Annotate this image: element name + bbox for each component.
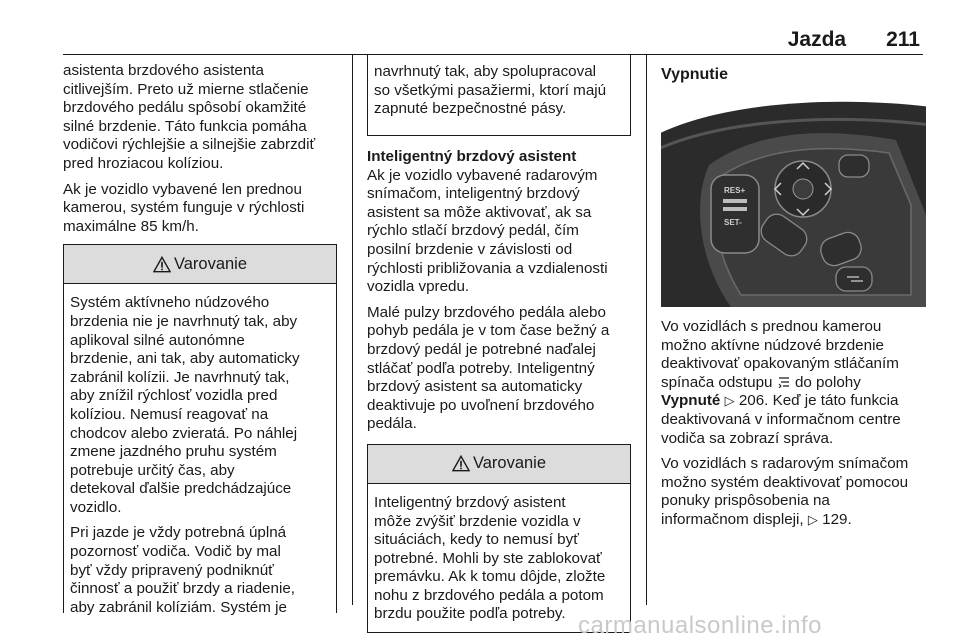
column-2 [367,55,629,633]
page-header [788,28,920,52]
watermark: carmanualsonline.info [578,612,822,639]
warning-box-continued [367,55,631,136]
warning-box [63,244,337,616]
set-label: SET- [724,218,742,227]
page-ref-arrow-icon: ▷ [724,393,735,409]
body-paragraph: Malé pulzy brzdového pedála alebo pohyb pedála je v tom čase bežný a brzdový pedál je potrebné naďalej stláčať podľa potreby. Inteligentný brzdový asistent sa automaticky deaktivuje po uvoľnení brzdového pedála. [367,303,610,433]
steering-wheel-controls-image [661,95,926,307]
intro-paragraph: asistenta brzdového asistenta citlivejším. Preto už mierne stlačenie brzdového pedálu spôsobí okamžité silné brzdenie. Táto funkcia pomáha vodičovi rýchlejšie a silnejšie zabrzdiť pred hroziacou kolíziou. [63,62,316,172]
column-3-body [661,318,923,537]
warning-title: Varovanie [368,445,630,484]
body-paragraph: Vo vozidlách s prednou kamerou možno aktívne núdzové brzdenie deaktivovať opakovaným stláčaním spínača odstupu do polohy Vypnuté ▷ 206. Keď je táto funkcia deaktivovaná v informačnom centre vodiča sa zobrazí správa. [661,318,901,447]
section-heading: Vypnutie [661,66,728,83]
body-paragraph: Ak je vozidlo vybavené radarovým snímačom, inteligentný brzdový asistent sa môže aktivovať, ak sa rýchlo stlačí brzdový pedál, čím posilní brzdenie v závislosti od rýchlosti približovania a vzdialenosti vozidla vpredu. [367,166,608,296]
page-ref-arrow-icon: ▷ [807,511,818,527]
following-distance-icon [777,375,791,387]
column-1 [63,62,325,616]
steering-wheel-illustration [661,95,926,307]
column-3 [661,62,923,92]
section-heading: Inteligentný brzdový asistent [367,148,577,165]
page-number: 211 [886,28,920,51]
section-title: Jazda [787,28,847,51]
warning-triangle-icon [153,256,171,273]
warning-paragraph: navrhnutý tak, aby spolupracoval so všetkými pasažiermi, ktorí majú zapnuté bezpečnostné pásy. [374,63,607,118]
warning-paragraph: Pri jazde je vždy potrebná úplná pozornosť vodiča. Vodič by mal byť vždy pripravený podniknúť činnosť a použiť brzdy a riadenie, aby zabránil kolíziám. Systém je [70,524,295,616]
body-paragraph: Vo vozidlách s radarovým snímačom možno systém deaktivovať pomocou ponuky prispôsobenia na informačnom displeji, ▷ 129. [661,455,909,528]
column-divider [646,55,647,605]
warning-box [367,444,631,633]
camera-paragraph: Ak je vozidlo vybavené len prednou kamerou, systém funguje v rýchlosti maximálne 85 km/h. [63,180,305,235]
column-divider [352,55,353,605]
warning-paragraph: Inteligentný brzdový asistent môže zvýšiť brzdenie vozidla v situáciách, kedy to nemusí byť potrebné. Mohli by ste zablokovať premávku. Ak k tomu dôjde, zložte nohu z brzdového pedála a potom brzdu použite podľa potreby. [374,493,606,623]
warning-paragraph: Systém aktívneho núdzového brzdenia nie je navrhnutý tak, aby aplikoval silné autonómne brzdenie, ani tak, aby automaticky zabránil kolízii. Je navrhnutý tak, aby znížil rýchlosť vozidla pred kolíziou. Nemusí reagovať na chodcov alebo zvieratá. Po náhlej zmene jazdného pruhu systém potrebuje určitý čas, aby detekoval ďalšie predchádzajúce vozidlo. [70,294,300,516]
res-label: RES+ [724,186,746,195]
warning-title: Varovanie [64,245,336,284]
warning-triangle-icon [452,455,470,472]
